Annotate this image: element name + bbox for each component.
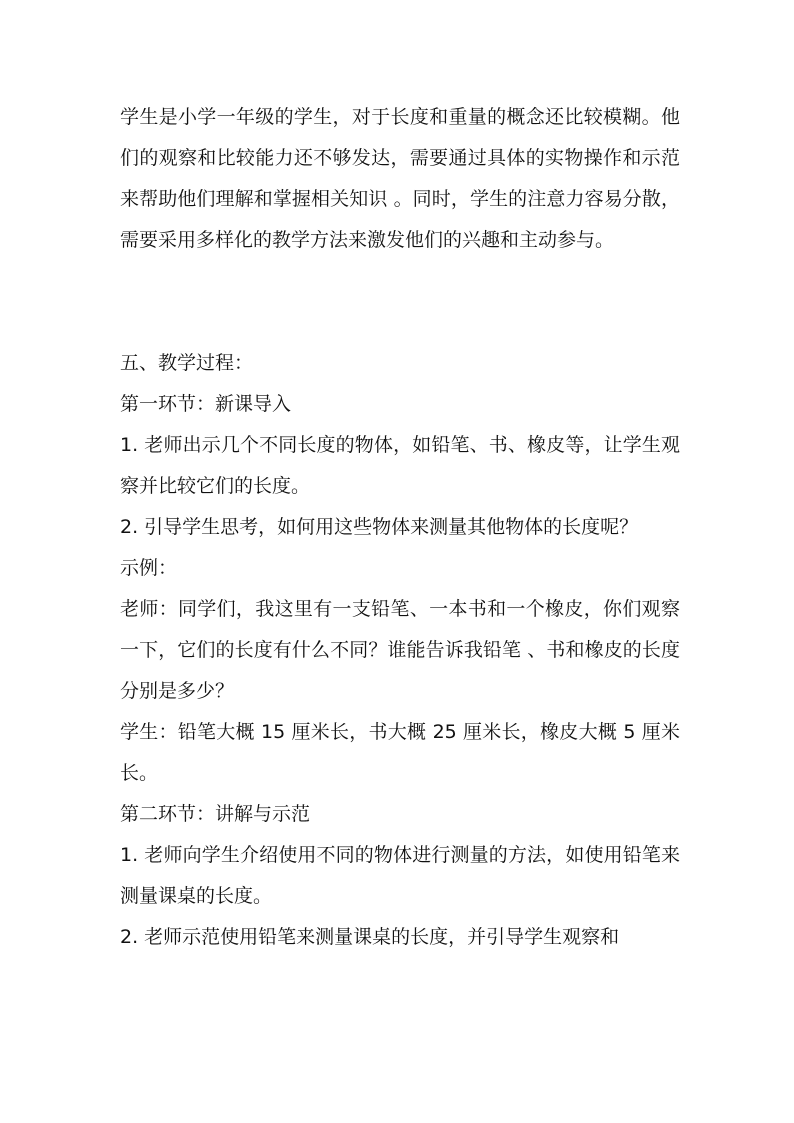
step2-item-1: 1. 老师向学生介绍使用不同的物体进行测量的方法，如使用铅笔来测量课桌的长度。 bbox=[120, 844, 680, 907]
student-analysis-paragraph: 学生是小学一年级的学生，对于长度和重量的概念还比较模糊。他们的观察和比较能力还不够发达，需要通过具体的实物操作和示范来帮助他们理解和掌握相关知识 。同时，学生的注意力容易分散，需要采用多样化的教学方法来激发他们的兴趣和主动参与。 bbox=[120, 106, 680, 251]
step1-item-1: 1. 老师出示几个不同长度的物体，如铅笔、书、橡皮等，让学生观察并比较它们的长度。 bbox=[120, 434, 680, 497]
section-heading: 五、教学过程： bbox=[120, 352, 254, 374]
teaching-process-section bbox=[120, 343, 680, 958]
teacher-dialogue: 老师：同学们，我这里有一支铅笔、一本书和一个橡皮，你们观察一下，它们的长度有什么不同？谁能告诉我铅笔 、书和橡皮的长度分别是多少？ bbox=[120, 598, 680, 702]
student-analysis-section bbox=[120, 97, 680, 261]
step1-item-2: 2. 引导学生思考，如何用这些物体来测量其他物体的长度呢？ bbox=[120, 516, 639, 538]
step1-heading: 第一环节：新课导入 bbox=[120, 393, 292, 415]
student-dialogue: 学生：铅笔大概 15 厘米长，书大概 25 厘米长，橡皮大概 5 厘米长。 bbox=[120, 721, 680, 784]
example-label: 示例： bbox=[120, 557, 178, 579]
step2-item-2: 2. 老师示范使用铅笔来测量课桌的长度，并引导学生观察和 bbox=[120, 926, 620, 948]
step2-heading: 第二环节：讲解与示范 bbox=[120, 803, 311, 825]
